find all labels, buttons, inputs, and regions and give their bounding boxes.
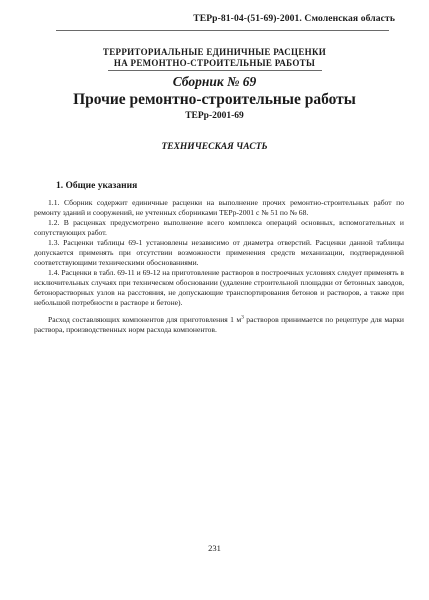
cubic-superscript: 3 [241,314,244,321]
paragraph-1-2: 1.2. В расценках предусмотрено выполнение всего комплекса операций основных, вспомогательных и сопутствующих работ. [34,218,404,237]
paragraph-mortar-text-end: растворов принимается по рецептуре для марки раствора, производственных норм расхода компонентов. [34,315,404,334]
document-heading-line-2: НА РЕМОНТНО-СТРОИТЕЛЬНЫЕ РАБОТЫ [113,58,316,68]
collection-code: ТЕРр-2001-69 [185,111,244,121]
paragraph-mortar-composition [34,315,404,335]
page-number: 231 [208,543,221,553]
collection-number: Сборник № 69 [172,74,257,89]
paragraph-1-4: 1.4. Расценки в табл. 69-11 и 69-12 на приготовление растворов в построечных условиях следует применять в исключительных случаях при техническом обосновании (удаление строительной площадки от бетонных заводов, бетонорастворных узлов на расстояния, не допускающие транспортирования бетонов и растворов, а также при небольшой потребности в растворе и бетоне). [34,268,404,307]
subsection-title: 1. Общие указания [56,181,138,191]
document-heading-line-1: ТЕРРИТОРИАЛЬНЫЕ ЕДИНИЧНЫЕ РАСЦЕНКИ [102,47,327,57]
paragraph-1-3: 1.3. Расценки таблицы 69-1 установлены независимо от диаметра отверстий. Расценки данной таблицы допускается применять при отсутствии возможности применения средств механизации, подтвержденной соответствующими техническими обоснованиями. [34,238,404,267]
collection-title: Прочие ремонтно-строительные работы [73,91,356,108]
running-header: ТЕРр-81-04-(51-69)-2001. Смоленская область [193,13,395,24]
heading-rule [108,70,322,71]
body-text [34,198,404,335]
section-title: ТЕХНИЧЕСКАЯ ЧАСТЬ [161,142,268,152]
paragraph-mortar-text-start: Расход составляющих компонентов для приготовления 1 м [48,315,242,324]
paragraph-1-1: 1.1. Сборник содержит единичные расценки на выполнение прочих ремонтно-строительных работ по ремонту зданий и сооружений, не учтенных сборниками ТЕРр-2001 с № 51 по № 68. [34,198,404,217]
header-rule [56,30,389,31]
